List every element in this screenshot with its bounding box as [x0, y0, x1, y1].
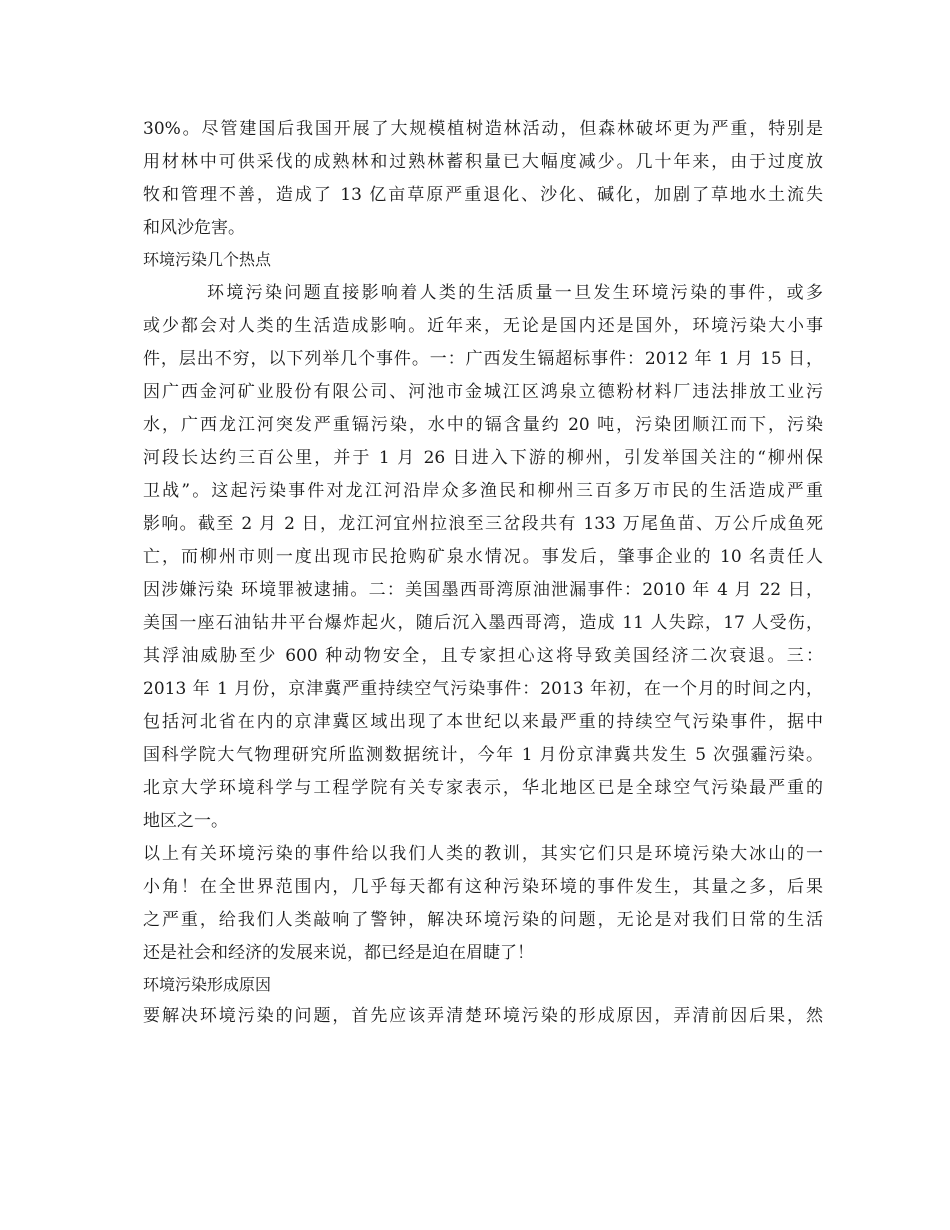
paragraph-line: 卫战”。这起污染事件对龙江河沿岸众多渔民和柳州三百多万市民的生活造成严重 — [143, 481, 823, 501]
paragraph-line: 30%。尽管建国后我国开展了大规模植树造林活动，但森林破坏更为严重，特别是 — [143, 119, 823, 139]
paragraph-line: 2013 年 1 月份，京津冀严重持续空气污染事件：2013 年初，在一个月的时间之内， — [143, 679, 823, 699]
paragraph-line: 要解决环境污染的问题，首先应该弄清楚环境污染的形成原因，弄清前因后果，然 — [143, 1006, 823, 1026]
paragraph-line: 国科学院大气物理研究所监测数据统计，今年 1 月份京津冀共发生 5 次强霾污染。 — [143, 745, 823, 765]
paragraph-line: 其浮油威胁至少 600 种动物安全，且专家担心这将导致美国经济二次衰退。三： — [143, 646, 823, 666]
section-heading: 环境污染形成原因 — [143, 975, 272, 994]
section-heading: 环境污染几个热点 — [143, 250, 272, 269]
paragraph-line: 因涉嫌污染 环境罪被逮捕。二：美国墨西哥湾原油泄漏事件：2010 年 4 月 22 日， — [143, 580, 823, 600]
paragraph-line: 和风沙危害。 — [143, 218, 245, 238]
paragraph-line: 影响。截至 2 月 2 日，龙江河宜州拉浪至三岔段共有 133 万尾鱼苗、万公斤成鱼死 — [143, 514, 823, 534]
paragraph-line: 或少都会对人类的生活造成影响。近年来，无论是国内还是国外，环境污染大小事 — [143, 316, 823, 336]
paragraph-line: 环境污染问题直接影响着人类的生活质量一旦发生环境污染的事件，或多 — [207, 283, 823, 303]
paragraph-line: 牧和管理不善，造成了 13 亿亩草原严重退化、沙化、碱化，加剧了草地水土流失 — [143, 185, 823, 205]
paragraph-line: 北京大学环境科学与工程学院有关专家表示，华北地区已是全球空气污染最严重的 — [143, 778, 823, 798]
paragraph-line: 还是社会和经济的发展来说，都已经是迫在眉睫了！ — [143, 943, 534, 963]
paragraph-line: 用材林中可供采伐的成熟林和过熟林蓄积量已大幅度减少。几十年来，由于过度放 — [143, 152, 823, 172]
paragraph-line: 包括河北省在内的京津冀区域出现了本世纪以来最严重的持续空气污染事件，据中 — [143, 712, 823, 732]
paragraph-line: 河段长达约三百公里，并于 1 月 26 日进入下游的柳州，引发举国关注的“柳州保 — [143, 448, 823, 468]
paragraph-line: 水，广西龙江河突发严重镉污染，水中的镉含量约 20 吨，污染团顺江而下，污染 — [143, 415, 823, 435]
paragraph-line: 美国一座石油钻井平台爆炸起火，随后沉入墨西哥湾，造成 11 人失踪，17 人受伤， — [143, 613, 823, 633]
paragraph-line: 小角！在全世界范围内，几乎每天都有这种污染环境的事件发生，其量之多，后果 — [143, 877, 823, 897]
paragraph-line: 因广西金河矿业股份有限公司、河池市金城江区鸿泉立德粉材料厂违法排放工业污 — [143, 382, 823, 402]
paragraph-line: 以上有关环境污染的事件给以我们人类的教训，其实它们只是环境污染大冰山的一 — [143, 844, 823, 864]
paragraph-line: 亡，而柳州市则一度出现市民抢购矿泉水情况。事发后，肇事企业的 10 名责任人 — [143, 547, 823, 567]
paragraph-line: 地区之一。 — [143, 811, 228, 831]
paragraph-line: 之严重，给我们人类敲响了警钟，解决环境污染的问题，无论是对我们日常的生活 — [143, 910, 823, 930]
paragraph-line: 件，层出不穷，以下列举几个事件。一：广西发生镉超标事件：2012 年 1 月 15 日， — [143, 349, 823, 369]
